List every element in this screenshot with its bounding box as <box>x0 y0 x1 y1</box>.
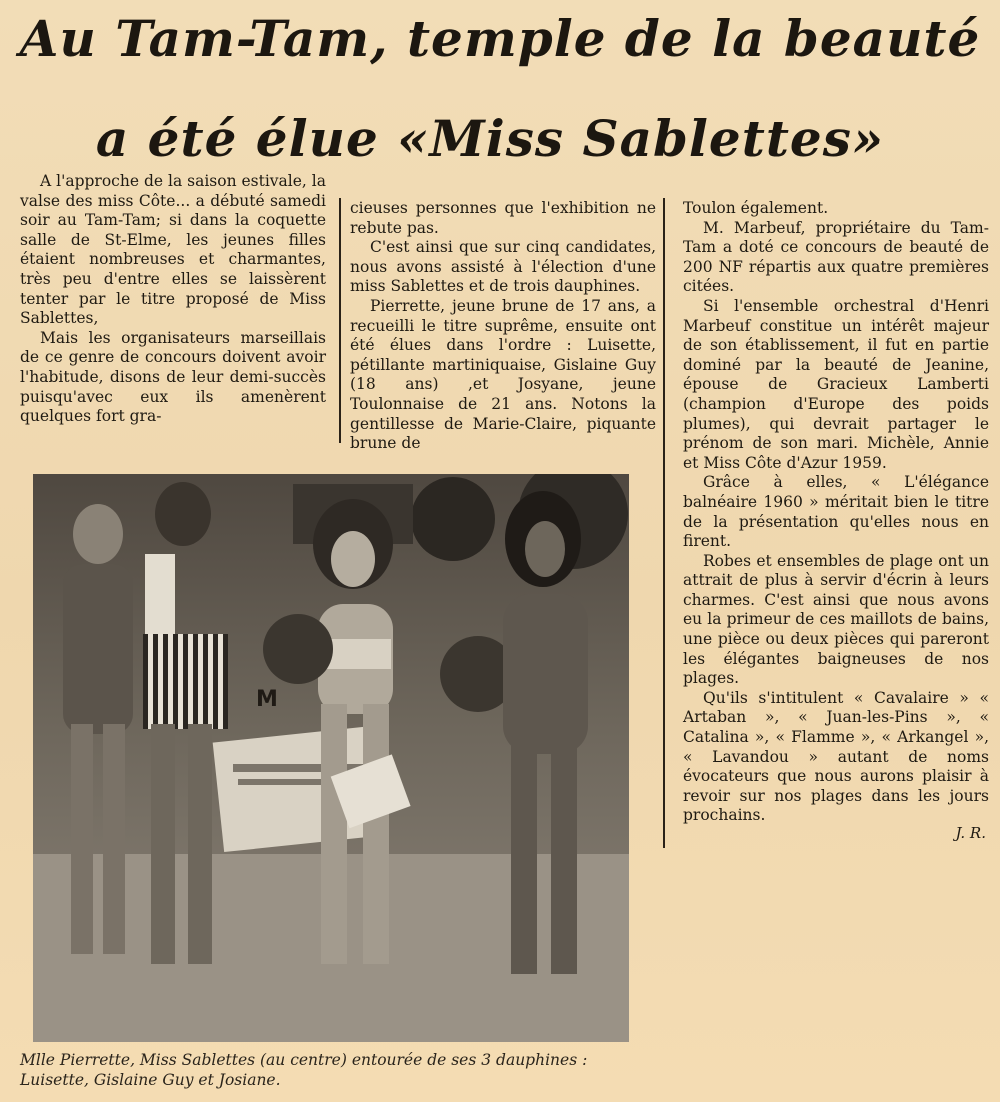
sash-letter: M <box>256 687 278 712</box>
author-signature: J. R. <box>955 824 986 842</box>
column-divider <box>339 198 341 443</box>
article-column-1 <box>20 172 326 427</box>
paragraph: Pierrette, jeune brune de 17 ans, a recueilli le titre suprême, ensuite ont été élues dans l'ordre : Luisette, pétillante martiniquaise, Gislaine Guy (18 ans) ,et Josyane, jeune Toulonnaise de 21 ans. Notons la gentillesse de Marie-Claire, piquante brune de <box>350 296 656 453</box>
column-divider <box>663 198 665 848</box>
paragraph: Qu'ils s'intitulent « Cavalaire » « Artaban », « Juan-les-Pins », « Catalina », « Flamme », « Arkangel », « Lavandou » autant de noms évocateurs que nous aurons plaisir à revoir sur nos plages dans les jours prochains. <box>683 688 989 825</box>
photo-black-and-white <box>33 474 629 1042</box>
paragraph: A l'approche de la saison estivale, la valse des miss Côte... a débuté samedi soir au Tam-Tam; si dans la coquette salle de St-Elme, les jeunes filles étaient nombreuses et charmantes, très peu d'entre elles se laissèrent tenter par le titre proposé de Miss Sablettes, <box>20 172 326 328</box>
paragraph: M. Marbeuf, propriétaire du Tam-Tam a doté ce concours de beauté de 200 NF répartis aux quatre premières citées. <box>683 218 989 296</box>
photo-illustration <box>33 474 629 1042</box>
article-column-2 <box>350 199 656 454</box>
paragraph: Grâce à elles, « L'élégance balnéaire 1960 » méritait bien le titre de la présentation qu'elles nous en firent. <box>683 473 989 551</box>
headline-line-2: a été élue «Miss Sablettes» <box>95 109 885 168</box>
paragraph: Toulon également. <box>683 199 829 217</box>
photo-caption: Mlle Pierrette, Miss Sablettes (au centre) entourée de ses 3 dauphines : Luisette, Gislaine Guy et Josiane. <box>20 1051 588 1089</box>
paragraph: C'est ainsi que sur cinq candidates, nous avons assisté à l'élection d'une miss Sablettes et de trois dauphines. <box>350 238 656 296</box>
headline-line-1: Au Tam-Tam, temple de la beauté <box>19 9 981 68</box>
paragraph: Mais les organisateurs marseillais de ce genre de concours doivent avoir l'habitude, disons de leur demi-succès puisqu'avec eux ils amenèrent quelques fort gra- <box>20 328 326 426</box>
paragraph: cieuses personnes que l'exhibition ne rebute pas. <box>350 199 656 237</box>
article-column-3 <box>683 199 989 826</box>
paragraph: Si l'ensemble orchestral d'Henri Marbeuf constitue un intérêt majeur de son établissement, il fut en partie dominé par la beauté de Jeanine, épouse de Gracieux Lamberti (champion d'Europe des poids plumes), qui devrait partager le prénom de son mari. Michèle, Annie et Miss Côte d'Azur 1959. <box>683 296 989 472</box>
paragraph: Robes et ensembles de plage ont un attrait de plus à servir d'écrin à leurs charmes. C'est ainsi que nous avons eu la primeur de ces maillots de bains, une pièce ou deux pièces qui pareront les élégantes baigneuses de nos plages. <box>683 551 989 688</box>
